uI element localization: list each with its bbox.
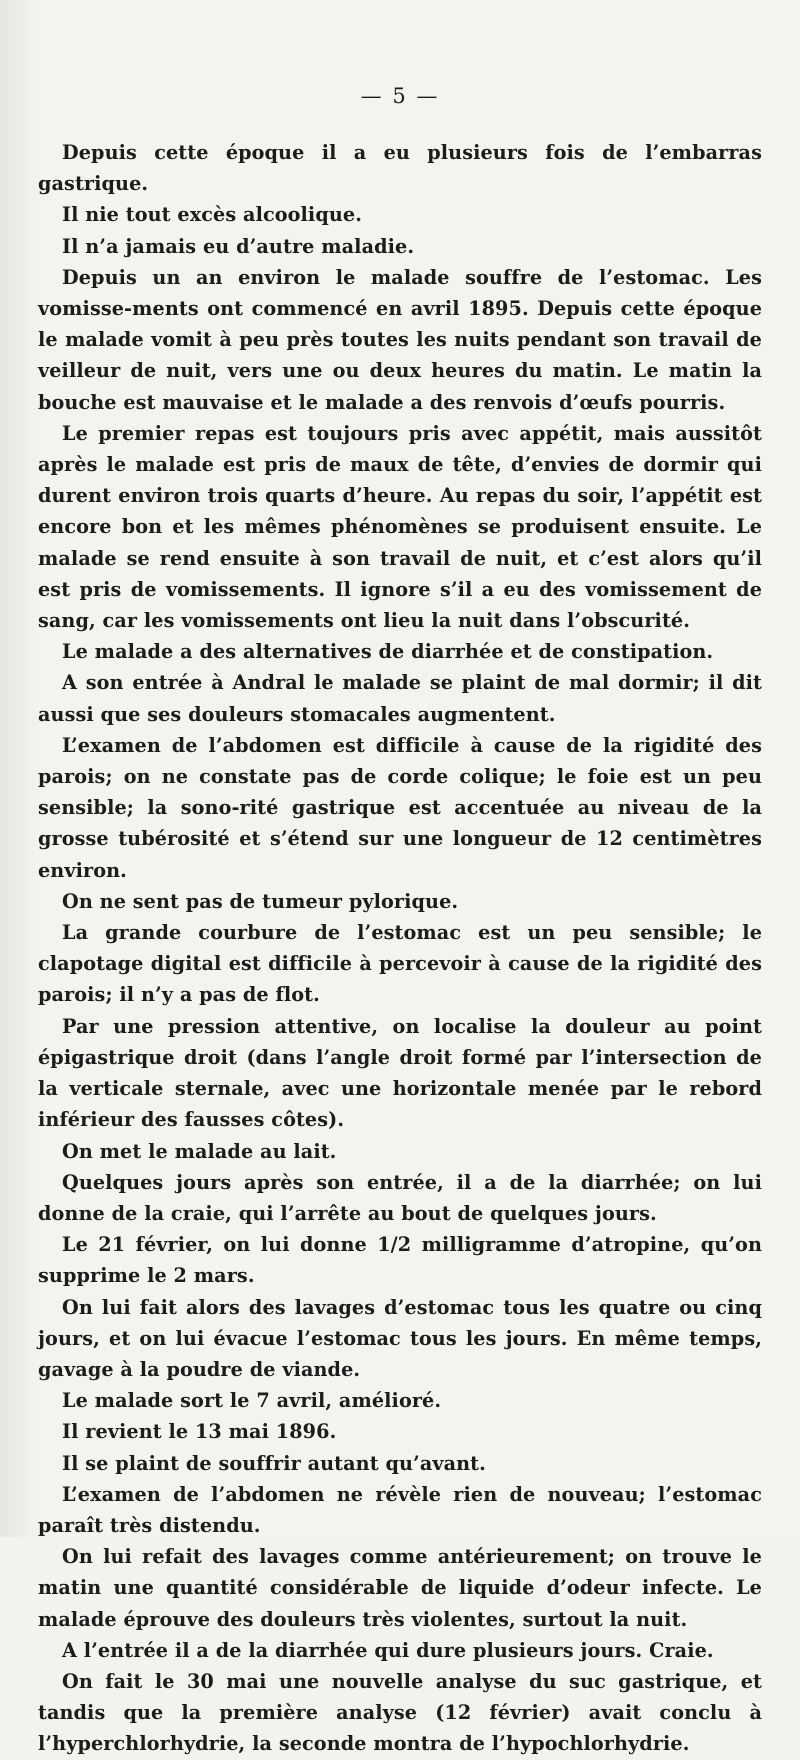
- paragraph: Par une pression attentive, on localise la douleur au point épigastrique droit (dans l’angle droit formé par l’intersection de la verticale sternale, avec une horizontale menée par le rebord inférieur des fausses côtes).: [38, 1014, 762, 1132]
- paragraph: Depuis cette époque il a eu plusieurs fois de l’embarras gastrique.: [38, 141, 762, 196]
- paragraph: On met le malade au lait.: [62, 1139, 337, 1163]
- paragraph: Le 21 février, on lui donne 1/2 milligramme d’atropine, qu’on supprime le 2 mars.: [38, 1233, 762, 1288]
- body-text: [38, 137, 762, 1760]
- paragraph: On lui refait des lavages comme antérieurement; on trouve le matin une quantité considérable de liquide d’odeur infecte. Le malade éprouve des douleurs très violentes, surtout la nuit.: [38, 1545, 762, 1631]
- paragraph: A l’entrée il a de la diarrhée qui dure plusieurs jours. Craie.: [62, 1638, 714, 1662]
- paragraph: La grande courbure de l’estomac est un peu sensible; le clapotage digital est difficile à percevoir à cause de la rigidité des parois; il n’y a pas de flot.: [38, 921, 762, 1007]
- paragraph: L’examen de l’abdomen est difficile à cause de la rigidité des parois; on ne constate pas de corde colique; le foie est un peu sensible; la sono-rité gastrique est accentuée au niveau de la grosse tubérosité et s’étend sur une longueur de 12 centimètres environ.: [38, 733, 762, 882]
- paragraph: Il revient le 13 mai 1896.: [62, 1420, 337, 1444]
- paragraph: Le premier repas est toujours pris avec appétit, mais aussitôt après le malade est pris de maux de tête, d’envies de dormir qui durent environ trois quarts d’heure. Au repas du soir, l’appétit est encore bon et les mêmes phénomènes se produisent ensuite. Le malade se rend ensuite à son travail de nuit, et c’est alors qu’il est pris de vomissements. Il ignore s’il a eu des vomissement de sang, car les vomissements ont lieu la nuit dans l’obscurité.: [38, 421, 762, 633]
- paragraph: Il nie tout excès alcoolique.: [62, 203, 362, 227]
- paragraph: On fait le 30 mai une nouvelle analyse du suc gastrique, et tandis que la première analyse (12 février) avait conclu à l’hyperchlorhydrie, la seconde montra de l’hypochlorhydrie.: [38, 1669, 762, 1756]
- paragraph: Il se plaint de souffrir autant qu’avant.: [62, 1451, 486, 1475]
- paragraph: On ne sent pas de tumeur pylorique.: [62, 889, 459, 913]
- paragraph: Depuis un an environ le malade souffre de l’estomac. Les vomisse-ments ont commencé en avril 1895. Depuis cette époque le malade vomit à peu près toutes les nuits pendant son travail de veilleur de nuit, vers une ou deux heures du matin. Le matin la bouche est mauvaise et le malade a des renvois d’œufs pourris.: [38, 265, 762, 414]
- page-number-header: — 5 —: [360, 84, 440, 108]
- paragraph: Quelques jours après son entrée, il a de la diarrhée; on lui donne de la craie, qui l’arrête au bout de quelques jours.: [38, 1170, 762, 1225]
- paragraph: L’examen de l’abdomen ne révèle rien de nouveau; l’estomac paraît très distendu.: [38, 1482, 762, 1537]
- paragraph: Le malade a des alternatives de diarrhée et de constipation.: [62, 640, 714, 664]
- paragraph: Le malade sort le 7 avril, amélioré.: [62, 1389, 442, 1413]
- paragraph: On lui fait alors des lavages d’estomac tous les quatre ou cinq jours, et on lui évacue l’estomac tous les jours. En même temps, gavage à la poudre de viande.: [38, 1295, 762, 1381]
- paragraph: A son entrée à Andral le malade se plaint de mal dormir; il dit aussi que ses douleurs stomacales augmentent.: [38, 671, 762, 726]
- paragraph: Il n’a jamais eu d’autre maladie.: [62, 234, 415, 258]
